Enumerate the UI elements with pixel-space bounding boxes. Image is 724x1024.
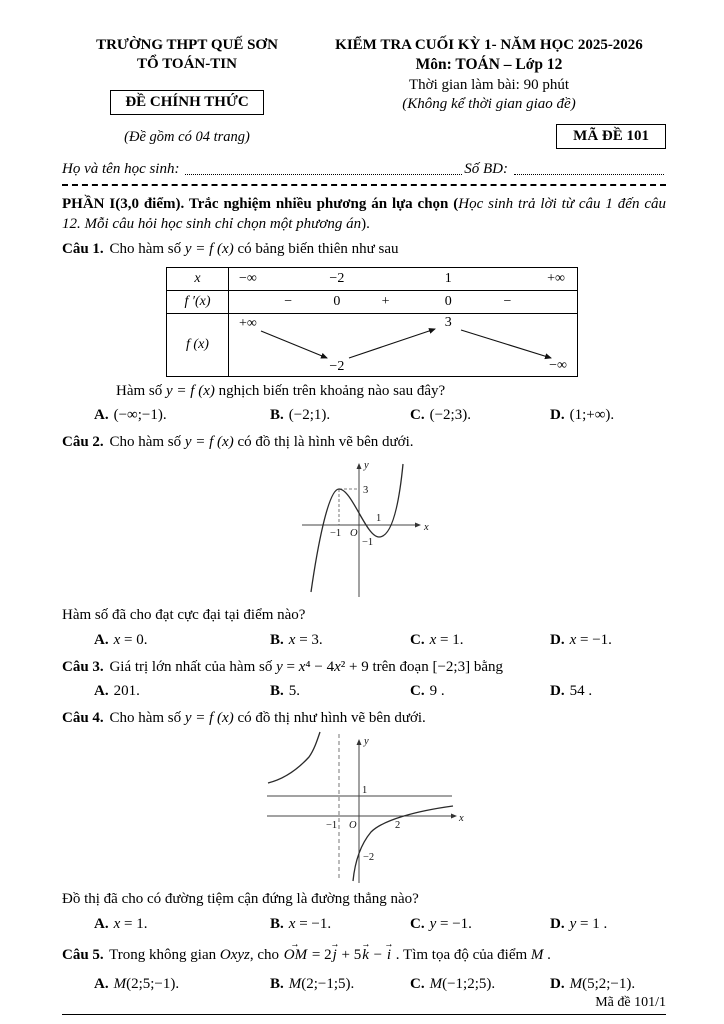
- text-segment: = 1 .: [576, 915, 608, 932]
- option-label: B.: [270, 683, 284, 700]
- graph-min-value-label: −1: [362, 537, 374, 549]
- option-a: [94, 680, 270, 703]
- option-b: [270, 404, 410, 427]
- text-segment: → k: [361, 944, 370, 967]
- option-b: [270, 973, 410, 996]
- hyperbola-graph: [264, 731, 464, 887]
- text-segment: x: [429, 632, 437, 649]
- text-segment: có đồ thị là hình vẽ bên dưới.: [233, 433, 414, 450]
- student-sbd-label: Số BD:: [464, 160, 508, 177]
- text-segment: x: [113, 915, 121, 932]
- text-segment: = 0.: [120, 632, 148, 649]
- dashed-separator: [62, 184, 666, 186]
- text-segment: Trong không gian: [105, 947, 220, 964]
- variation-table: [166, 267, 578, 377]
- text-segment: Cho hàm số: [105, 709, 185, 726]
- bbt-sign: 0: [333, 293, 341, 309]
- text-segment: =: [282, 658, 299, 675]
- text-segment: (5;2;−1).: [582, 975, 636, 992]
- option-value: [289, 976, 355, 992]
- question-3: [62, 652, 666, 703]
- text-segment: ).: [361, 215, 370, 232]
- bbt-f-value: −2: [329, 358, 345, 374]
- bbt-x-values: [229, 268, 577, 291]
- question-2: [62, 427, 666, 652]
- option-label: D.: [550, 632, 565, 649]
- option-label: A.: [94, 683, 109, 700]
- option-value: [430, 916, 472, 932]
- bbt-f-value: +∞: [239, 315, 257, 331]
- question-4-figure: [62, 731, 666, 887]
- text-segment: . Tìm tọa độ của điểm: [392, 947, 531, 964]
- text-segment: .: [543, 947, 551, 964]
- text-segment: y = f (x): [184, 241, 234, 258]
- text-segment: x: [113, 632, 121, 649]
- option-d: [550, 680, 666, 703]
- option-a: [94, 404, 270, 427]
- text-segment: Hàm số: [116, 382, 166, 399]
- text-segment: Hàm số đã cho đạt cực đại tại điểm nào?: [62, 607, 306, 624]
- text-segment: có đồ thị như hình vẽ bên dưới.: [233, 709, 426, 726]
- exam-header: [62, 36, 666, 149]
- text-segment: = −1.: [576, 632, 612, 649]
- graph-x-tick-label: 2: [395, 820, 401, 832]
- graph-origin-label: O: [350, 528, 358, 540]
- text-segment: M: [113, 975, 127, 992]
- question-4-options: [62, 913, 666, 936]
- text-segment: M: [288, 975, 302, 992]
- text-segment: (−∞;−1).: [113, 407, 167, 424]
- question-2-figure: [62, 455, 666, 603]
- pages-note: (Đề gồm có 04 trang): [124, 128, 250, 145]
- option-value: [570, 683, 593, 699]
- time-note: (Không kể thời gian giao đề): [402, 95, 576, 112]
- option-label: D.: [550, 915, 565, 932]
- text-segment: −: [369, 947, 386, 964]
- option-d: [550, 913, 666, 936]
- question-2-prompt: [62, 605, 666, 627]
- text-segment: Học sinh trả lời từ câu 1 đến câu 12. Mỗi câu hỏi học sinh chỉ chọn một phương án: [62, 195, 666, 232]
- text-segment: (2;−1;5).: [301, 975, 355, 992]
- student-sbd-fill-line: [514, 173, 664, 175]
- footer-exam-code: Mã đề 101/1: [595, 995, 666, 1011]
- option-label: B.: [270, 632, 284, 649]
- bbt-sign: −: [503, 293, 512, 309]
- exam-code-box: MÃ ĐỀ 101: [556, 124, 666, 149]
- question-3-text: [106, 659, 503, 675]
- option-label: D.: [550, 975, 565, 992]
- bbt-f-value: −∞: [549, 357, 567, 373]
- option-label: C.: [410, 632, 425, 649]
- text-segment: = 2: [308, 947, 332, 964]
- text-segment: x: [298, 658, 306, 675]
- option-value: [289, 407, 330, 423]
- y-axis-label: y: [364, 460, 369, 472]
- text-segment: → OM: [283, 944, 308, 967]
- option-b: [270, 680, 410, 703]
- option-value: [289, 632, 323, 648]
- graph-y-tick-label: −2: [363, 852, 375, 864]
- text-segment: x: [288, 632, 296, 649]
- text-segment: (−1;2;5).: [442, 975, 496, 992]
- text-segment: 9 .: [429, 683, 445, 700]
- option-c: [410, 973, 550, 996]
- graph-min-x-label: 1: [376, 513, 382, 525]
- option-value: [114, 976, 180, 992]
- text-segment: x: [569, 632, 577, 649]
- y-axis-label: y: [364, 736, 369, 748]
- exam-title: KIỂM TRA CUỐI KỲ 1- NĂM HỌC 2025-2026: [335, 37, 643, 53]
- question-1-prompt: [116, 381, 666, 403]
- cubic-graph: [284, 455, 444, 603]
- question-2-text: [106, 434, 414, 450]
- option-d: [550, 404, 666, 427]
- bbt-arrows: [229, 314, 577, 376]
- option-value: [570, 632, 612, 648]
- option-value: [430, 683, 445, 699]
- option-a: [94, 629, 270, 652]
- time-line: Thời gian làm bài: 90 phút: [409, 77, 569, 94]
- text-segment: ⁴ − 4: [305, 658, 335, 675]
- option-b: [270, 629, 410, 652]
- bbt-x-value: 1: [444, 270, 452, 286]
- text-segment: , cho: [249, 947, 283, 964]
- text-segment: Cho hàm số: [105, 433, 185, 450]
- text-segment: ² + 9: [340, 658, 369, 675]
- option-a: [94, 913, 270, 936]
- question-4: [62, 703, 666, 936]
- bbt-fprime-header: f ′(x): [167, 291, 229, 314]
- text-segment: + 5: [337, 947, 362, 964]
- text-segment: trên đoạn: [368, 658, 433, 675]
- option-label: C.: [410, 407, 425, 424]
- question-4-prompt: [62, 889, 666, 911]
- option-value: [114, 683, 140, 699]
- text-segment: y: [276, 658, 283, 675]
- header-right: [312, 36, 666, 149]
- text-segment: 201.: [113, 683, 140, 700]
- option-label: A.: [94, 632, 109, 649]
- text-segment: M: [569, 975, 583, 992]
- option-value: [570, 976, 636, 992]
- text-segment: x: [288, 915, 296, 932]
- bbt-sign: +: [381, 293, 390, 309]
- x-axis-label: x: [459, 813, 464, 825]
- option-c: [410, 680, 550, 703]
- bbt-sign: 0: [444, 293, 452, 309]
- question-4-text: [106, 710, 426, 726]
- text-segment: x: [334, 658, 341, 675]
- student-name-label: Họ và tên học sinh:: [62, 160, 180, 177]
- question-5-text: [106, 947, 551, 963]
- text-segment: Đồ thị đã cho có đường tiệm cận đứng là đường thẳng nào?: [62, 891, 419, 908]
- text-segment: 54 .: [569, 683, 593, 700]
- question-3-options: [62, 680, 666, 703]
- graph-max-value-label: 3: [363, 485, 369, 497]
- bbt-x-value: +∞: [547, 270, 565, 286]
- text-segment: y = f (x): [166, 382, 215, 399]
- question-2-options: [62, 629, 666, 652]
- option-label: C.: [410, 683, 425, 700]
- x-axis-label: x: [424, 522, 429, 534]
- option-label: D.: [550, 683, 565, 700]
- text-segment: Cho hàm số: [105, 241, 185, 258]
- option-value: [289, 683, 300, 699]
- option-c: [410, 629, 550, 652]
- question-5-label: Câu 5.: [62, 947, 104, 964]
- page-footer: [62, 995, 666, 1015]
- text-segment: y: [569, 915, 577, 932]
- text-segment: [−2;3]: [432, 658, 471, 675]
- text-segment: y = f (x): [184, 433, 234, 450]
- option-d: [550, 973, 666, 996]
- option-value: [430, 407, 471, 423]
- graph-origin-label: O: [349, 820, 357, 832]
- text-segment: M: [530, 947, 544, 964]
- question-3-label: Câu 3.: [62, 658, 104, 675]
- school-name: TRƯỜNG THPT QUẾ SƠN: [96, 37, 278, 53]
- text-segment: nghịch biến trên khoảng nào sau đây?: [214, 382, 446, 399]
- option-label: C.: [410, 915, 425, 932]
- subject-line: Môn: TOÁN – Lớp 12: [415, 55, 563, 73]
- text-segment: Giá trị lớn nhất của hàm số: [105, 658, 277, 675]
- text-segment: = −1.: [295, 915, 332, 932]
- bbt-f-header: f (x): [167, 314, 229, 376]
- text-segment: → i: [386, 944, 392, 967]
- question-1-text: [106, 241, 399, 257]
- option-label: A.: [94, 915, 109, 932]
- text-segment: = −1.: [436, 915, 472, 932]
- graph-hasym-label: 1: [362, 785, 368, 797]
- text-segment: PHẦN I(3,0 điểm). Trắc nghiệm nhiều phương án lựa chọn (: [62, 195, 459, 212]
- text-segment: 5.: [288, 683, 301, 700]
- bbt-fprime-signs: [229, 291, 577, 314]
- bbt-sign: −: [284, 293, 293, 309]
- option-label: B.: [270, 407, 284, 424]
- option-value: [570, 407, 615, 423]
- bbt-x-value: −2: [329, 270, 345, 286]
- bbt-f-value: 3: [444, 314, 452, 330]
- option-value: [114, 407, 167, 423]
- student-info-line: [62, 161, 666, 178]
- text-segment: bằng: [470, 658, 504, 675]
- text-segment: y: [429, 915, 437, 932]
- question-1-label: Câu 1.: [62, 241, 104, 258]
- option-label: D.: [550, 407, 565, 424]
- text-segment: → j: [332, 944, 338, 967]
- option-a: [94, 973, 270, 996]
- option-label: A.: [94, 407, 109, 424]
- text-segment: = 1.: [436, 632, 464, 649]
- bbt-f-variation: [229, 314, 577, 376]
- question-4-label: Câu 4.: [62, 709, 104, 726]
- option-value: [114, 916, 148, 932]
- text-segment: y = f (x): [184, 709, 234, 726]
- option-value: [430, 976, 496, 992]
- question-5: [62, 935, 666, 995]
- department-name: TỔ TOÁN-TIN: [137, 55, 237, 72]
- text-segment: M: [429, 975, 443, 992]
- option-label: B.: [270, 915, 284, 932]
- text-segment: (−2;3).: [429, 407, 471, 424]
- official-exam-box: ĐỀ CHÍNH THỨC: [110, 90, 263, 115]
- student-name-fill-line: [185, 173, 462, 175]
- question-5-options: [62, 973, 666, 996]
- bbt-x-value: −∞: [239, 270, 257, 286]
- text-segment: = 3.: [295, 632, 323, 649]
- question-1: [62, 234, 666, 427]
- option-d: [550, 629, 666, 652]
- text-segment: Oxyz: [219, 947, 250, 964]
- option-c: [410, 913, 550, 936]
- option-value: [289, 916, 331, 932]
- option-label: A.: [94, 975, 109, 992]
- option-value: [570, 916, 608, 932]
- part1-heading: [62, 194, 666, 235]
- option-value: [114, 632, 148, 648]
- option-value: [430, 632, 464, 648]
- graph-max-x-label: −1: [330, 528, 342, 540]
- question-1-options: [62, 404, 666, 427]
- option-b: [270, 913, 410, 936]
- text-segment: (2;5;−1).: [126, 975, 180, 992]
- text-segment: = 1.: [120, 915, 148, 932]
- question-2-label: Câu 2.: [62, 433, 104, 450]
- graph-vasym-label: −1: [326, 820, 338, 832]
- text-segment: (−2;1).: [288, 407, 331, 424]
- option-label: B.: [270, 975, 284, 992]
- text-segment: có bảng biến thiên như sau: [233, 241, 399, 258]
- header-left: [62, 36, 312, 149]
- option-c: [410, 404, 550, 427]
- option-label: C.: [410, 975, 425, 992]
- text-segment: (1;+∞).: [569, 407, 615, 424]
- bbt-x-header: x: [167, 268, 229, 291]
